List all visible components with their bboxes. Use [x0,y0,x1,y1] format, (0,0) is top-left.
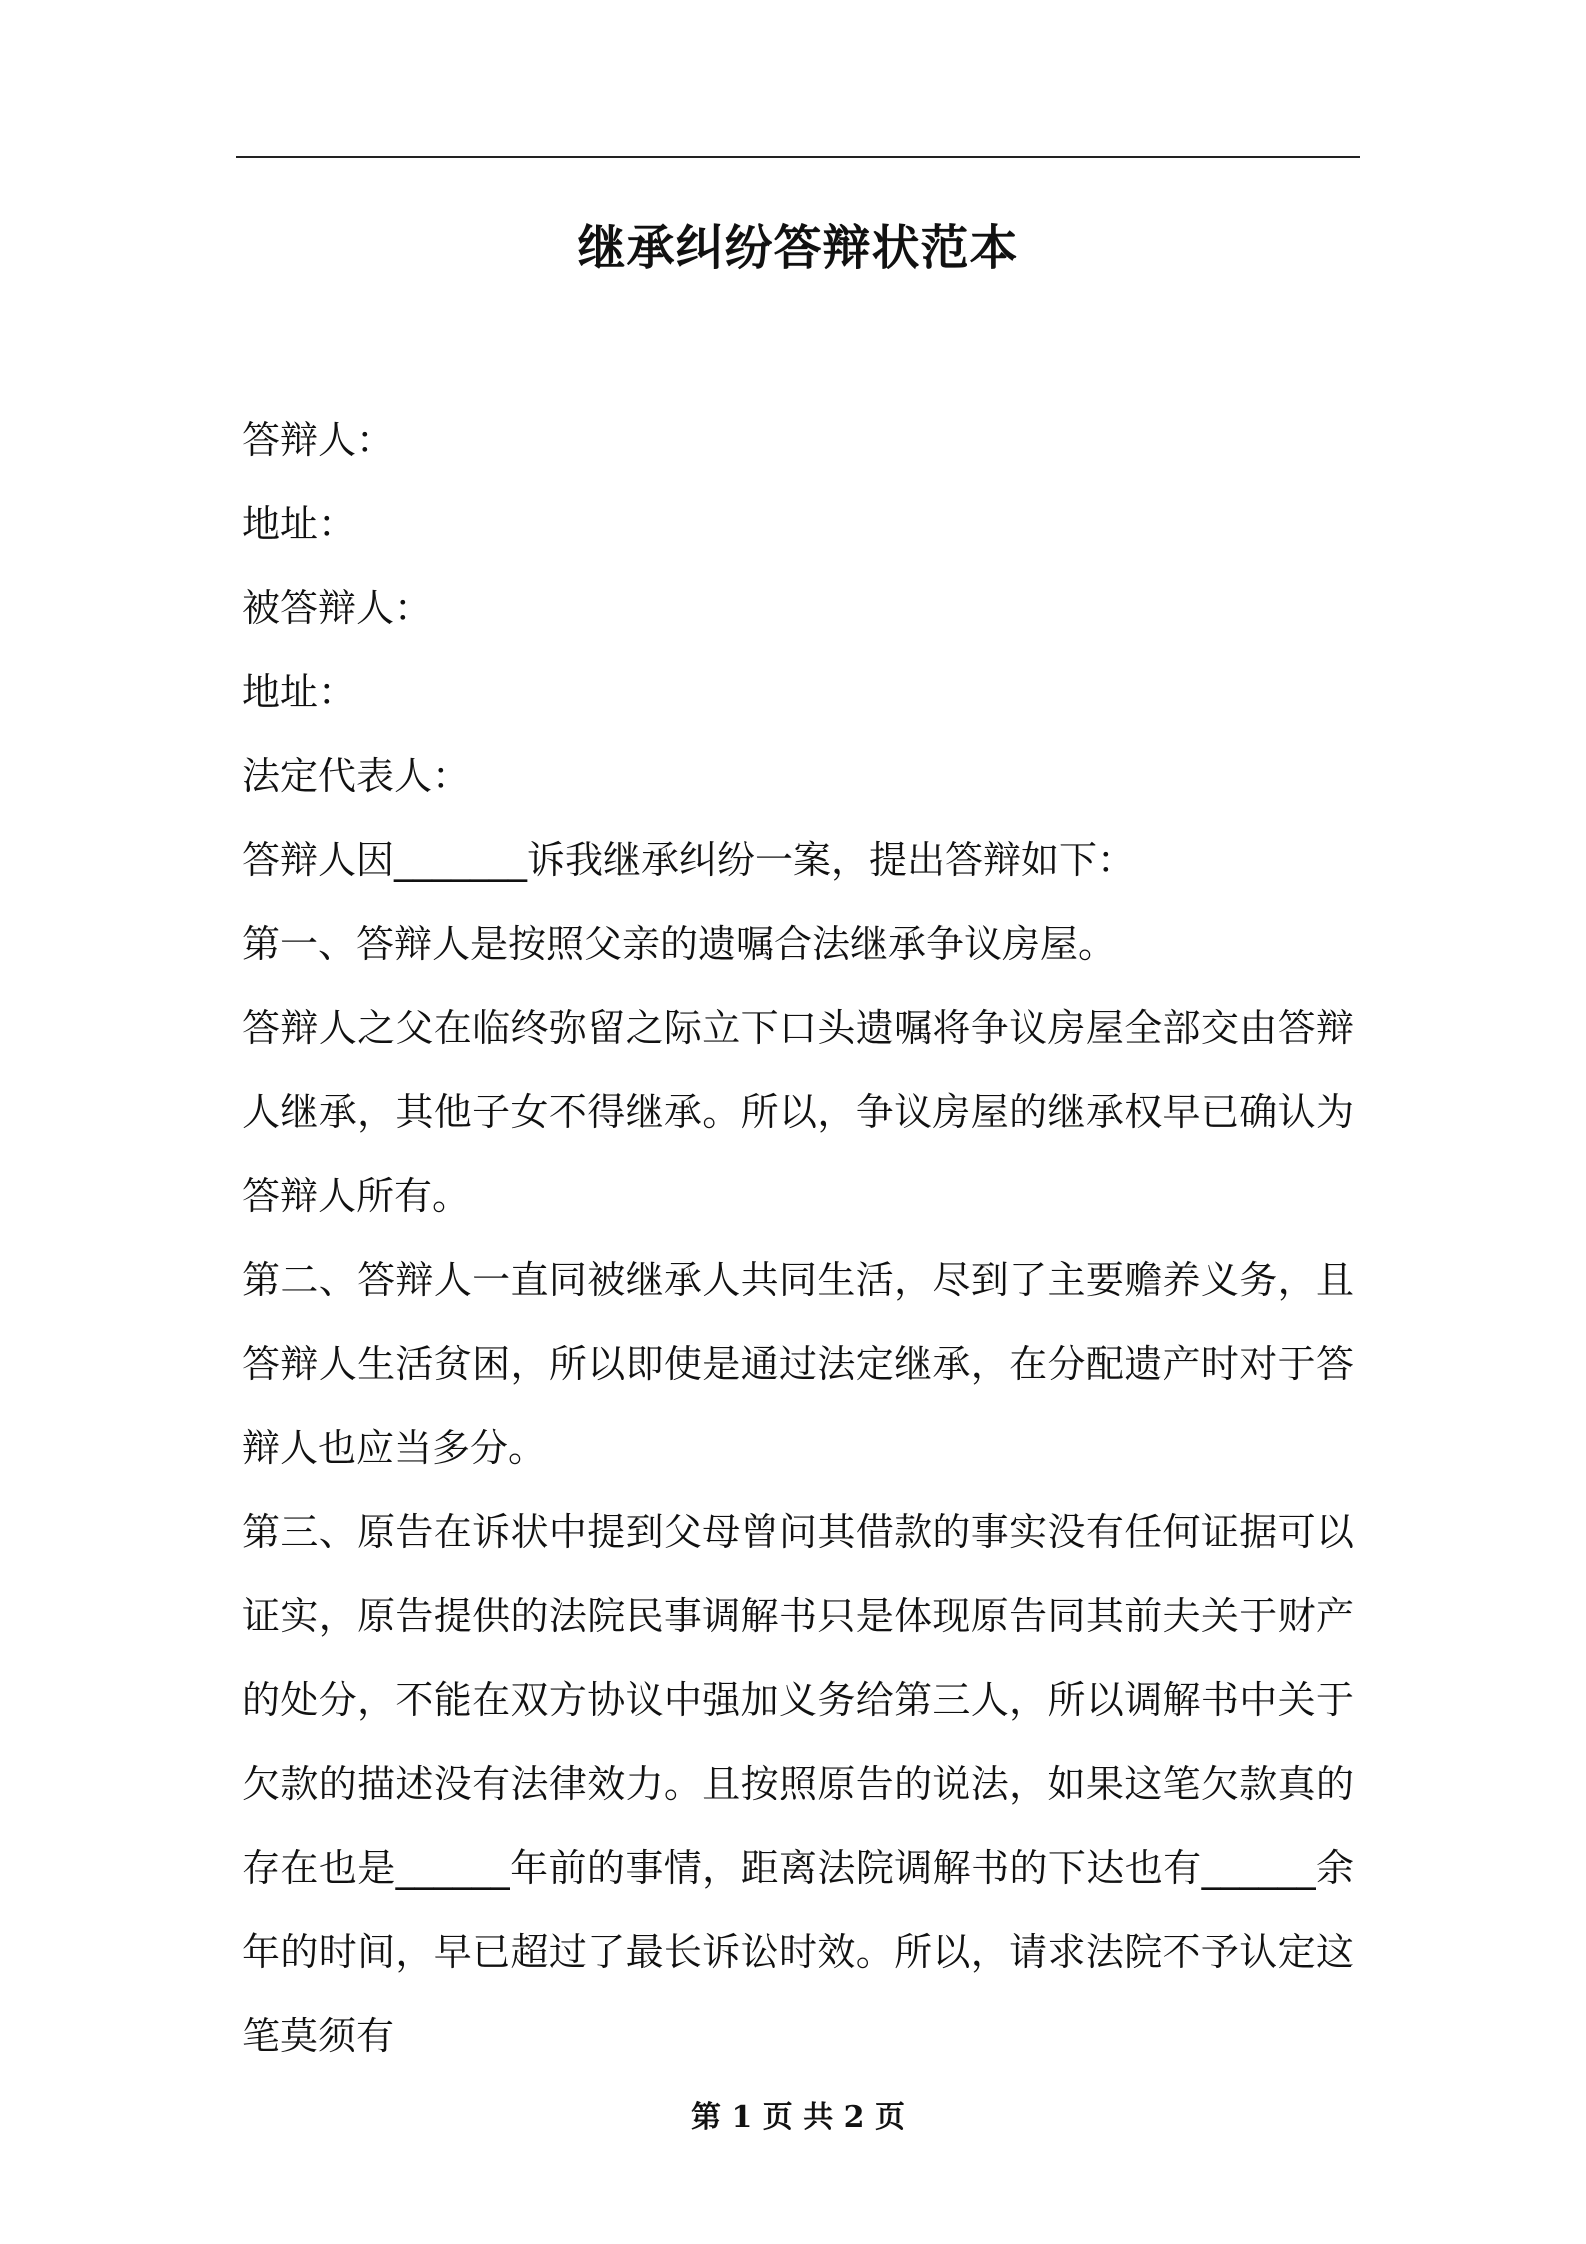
point-one-body: 答辩人之父在临终弥留之际立下口头遗嘱将争议房屋全部交由答辩人继承，其他子女不得继承。所以，争议房屋的继承权早已确认为答辩人所有。 [242,1006,1354,1218]
intro-paragraph: 答辩人因_______诉我继承纠纷一案，提出答辩如下： [242,838,1136,882]
field-respondent: 答辩人： [242,418,395,462]
point-two-paragraph: 第二、答辩人一直同被继承人共同生活，尽到了主要赡养义务，且答辩人生活贫困，所以即使是通过法定继承，在分配遗产时对于答辩人也应当多分。 [242,1258,1354,1470]
field-legal-representative: 法定代表人： [242,754,471,798]
field-answered-party: 被答辩人： [242,586,433,630]
header-rule [236,156,1360,158]
field-respondent-address: 地址： [242,502,357,546]
document-body [242,398,1354,2078]
field-answered-party-address: 地址： [242,670,357,714]
point-three-paragraph: 第三、原告在诉状中提到父母曾问其借款的事实没有任何证据可以证实，原告提供的法院民事调解书只是体现原告同其前夫关于财产的处分，不能在双方协议中强加义务给第三人，所以调解书中关于欠款的描述没有法律效力。且按照原告的说法，如果这笔欠款真的存在也是______年前的事情，距离法院调解书的下达也有______余年的时间，早已超过了最长诉讼时效。所以，请求法院不予认定这笔莫须有 [242,1510,1354,2058]
point-one-heading: 第一、答辩人是按照父亲的遗嘱合法继承争议房屋。 [242,922,1117,966]
page-footer: 第 1 页 共 2 页 [691,2100,905,2135]
document-title: 继承纠纷答辩状范本 [577,220,1019,276]
